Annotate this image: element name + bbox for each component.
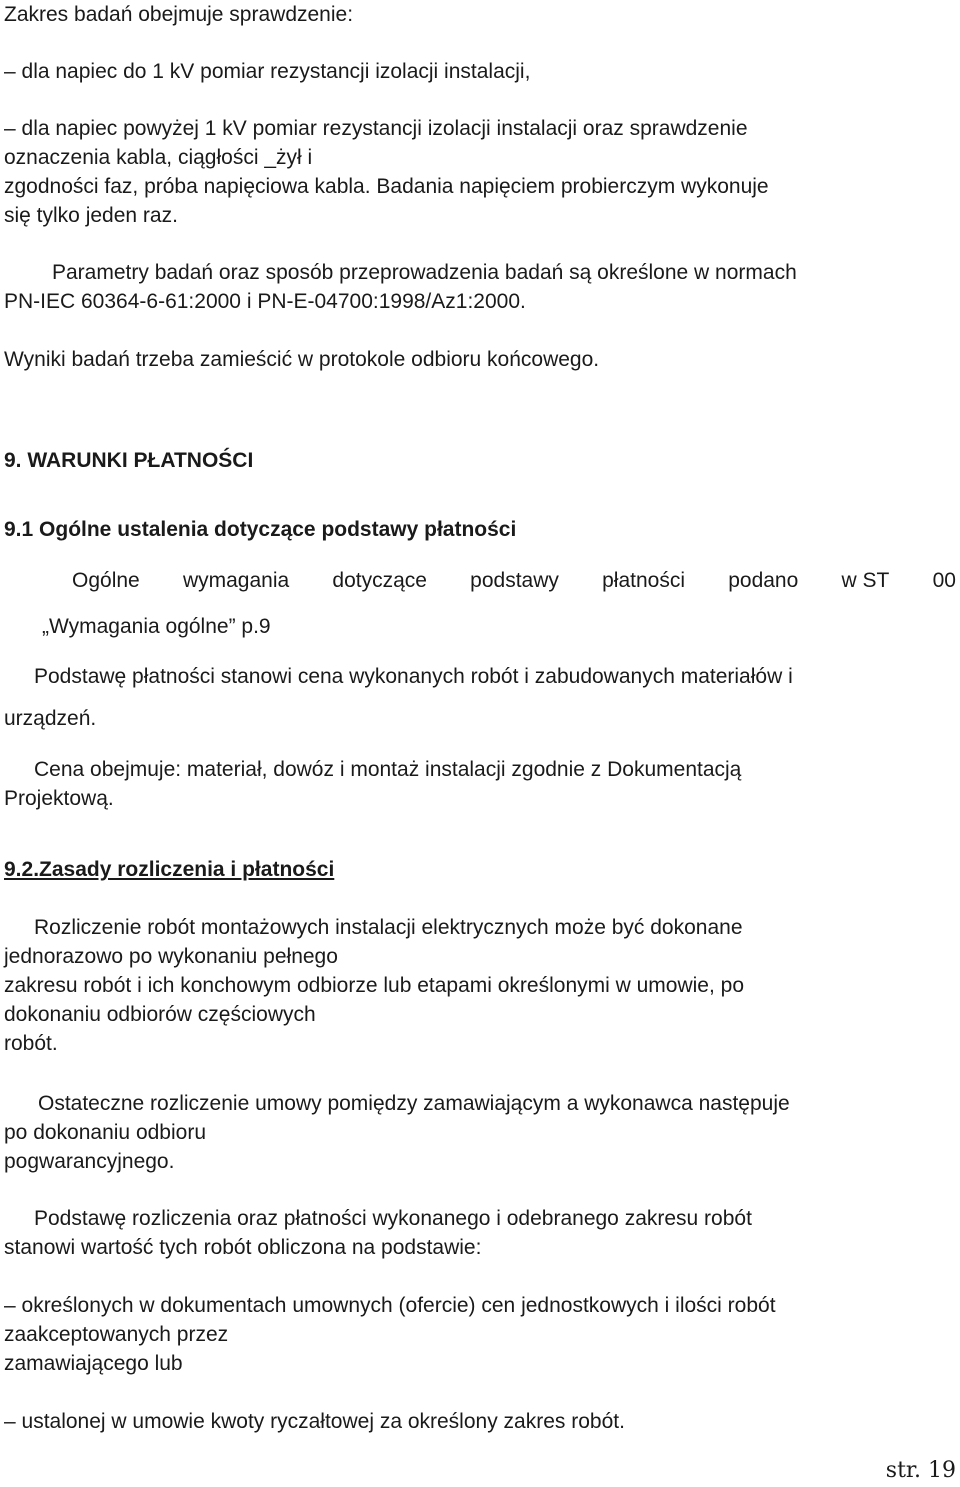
section-heading-9-1: 9.1 Ogólne ustalenia dotyczące podstawy płatności [4, 518, 517, 541]
results-paragraph: Wyniki badań trzeba zamieścić w protokole odbioru końcowego. [4, 348, 600, 371]
list-item-lump-sum: – ustalonej w umowie kwoty ryczałtowej za określony zakres robót. [4, 1410, 625, 1433]
list-item-low-voltage: – dla napiec do 1 kV pomiar rezystancji izolacji instalacji, [4, 60, 531, 83]
list-item-unit-prices: – określonych w dokumentach umownych (ofercie) cen jednostkowych i ilości robót [4, 1294, 776, 1317]
word: w ST [841, 569, 890, 592]
section-heading-9-2-text: 9.2.Zasady rozliczenia i płatności [4, 858, 335, 881]
word: płatności [602, 569, 685, 592]
payment-basis-line: urządzeń. [4, 707, 97, 730]
price-paragraph: Cena obejmuje: materiał, dowóz i montaż instalacji zgodnie z Dokumentacją [34, 758, 742, 781]
settlement-line: zakresu robót i ich konchowym odbiorze lub etapami określonymi w umowie, po [4, 974, 745, 997]
word: podano [728, 569, 799, 592]
intro-text: Zakres badań obejmuje sprawdzenie: [4, 3, 354, 26]
settlement-line: robót. [4, 1032, 58, 1055]
general-requirements-line [72, 566, 956, 595]
final-settlement-paragraph: Ostateczne rozliczenie umowy pomiędzy zamawiającym a wykonawca następuje [38, 1092, 790, 1115]
paragraph-line: się tylko jeden raz. [4, 204, 178, 227]
list-item-high-voltage: – dla napiec powyżej 1 kV pomiar rezystancji izolacji instalacji oraz sprawdzenie [4, 117, 748, 140]
list-item-line: zamawiającego lub [4, 1352, 183, 1375]
word: wymagania [182, 569, 290, 592]
section-heading-9-2 [4, 855, 334, 884]
payment-basis-paragraph: Podstawę płatności stanowi cena wykonanych robót i zabudowanych materiałów i [34, 665, 793, 688]
settlement-line: dokonaniu odbiorów częściowych [4, 1003, 316, 1026]
word: podstawy [470, 569, 559, 592]
general-requirements-reference: „Wymagania ogólne” p.9 [42, 615, 271, 638]
page-number: str. 19 [885, 1458, 956, 1483]
word: Ogólne [72, 569, 140, 592]
section-heading-9: 9. WARUNKI PŁATNOŚCI [4, 449, 254, 472]
list-item-line: zaakceptowanych przez [4, 1323, 229, 1346]
final-settlement-line: po dokonaniu odbioru [4, 1121, 207, 1144]
settlement-basis-line: stanowi wartość tych robót obliczona na podstawie: [4, 1236, 482, 1259]
settlement-line: jednorazowo po wykonaniu pełnego [4, 945, 338, 968]
parameters-paragraph: Parametry badań oraz sposób przeprowadzenia badań są określone w normach [52, 261, 797, 284]
paragraph-line: zgodności faz, próba napięciowa kabla. Badania napięciem probierczym wykonuje [4, 175, 769, 198]
price-paragraph-line: Projektową. [4, 787, 114, 810]
paragraph-line: oznaczenia kabla, ciągłości _żył i [4, 146, 313, 169]
parameters-paragraph-line: PN-IEC 60364-6-61:2000 i PN-E-04700:1998/Az1:2000. [4, 290, 526, 313]
settlement-basis-paragraph: Podstawę rozliczenia oraz płatności wykonanego i odebranego zakresu robót [34, 1207, 752, 1230]
word: dotyczące [332, 569, 427, 592]
word: 00 [932, 569, 956, 592]
settlement-paragraph: Rozliczenie robót montażowych instalacji elektrycznych może być dokonane [34, 916, 743, 939]
final-settlement-line: pogwarancyjnego. [4, 1150, 175, 1173]
